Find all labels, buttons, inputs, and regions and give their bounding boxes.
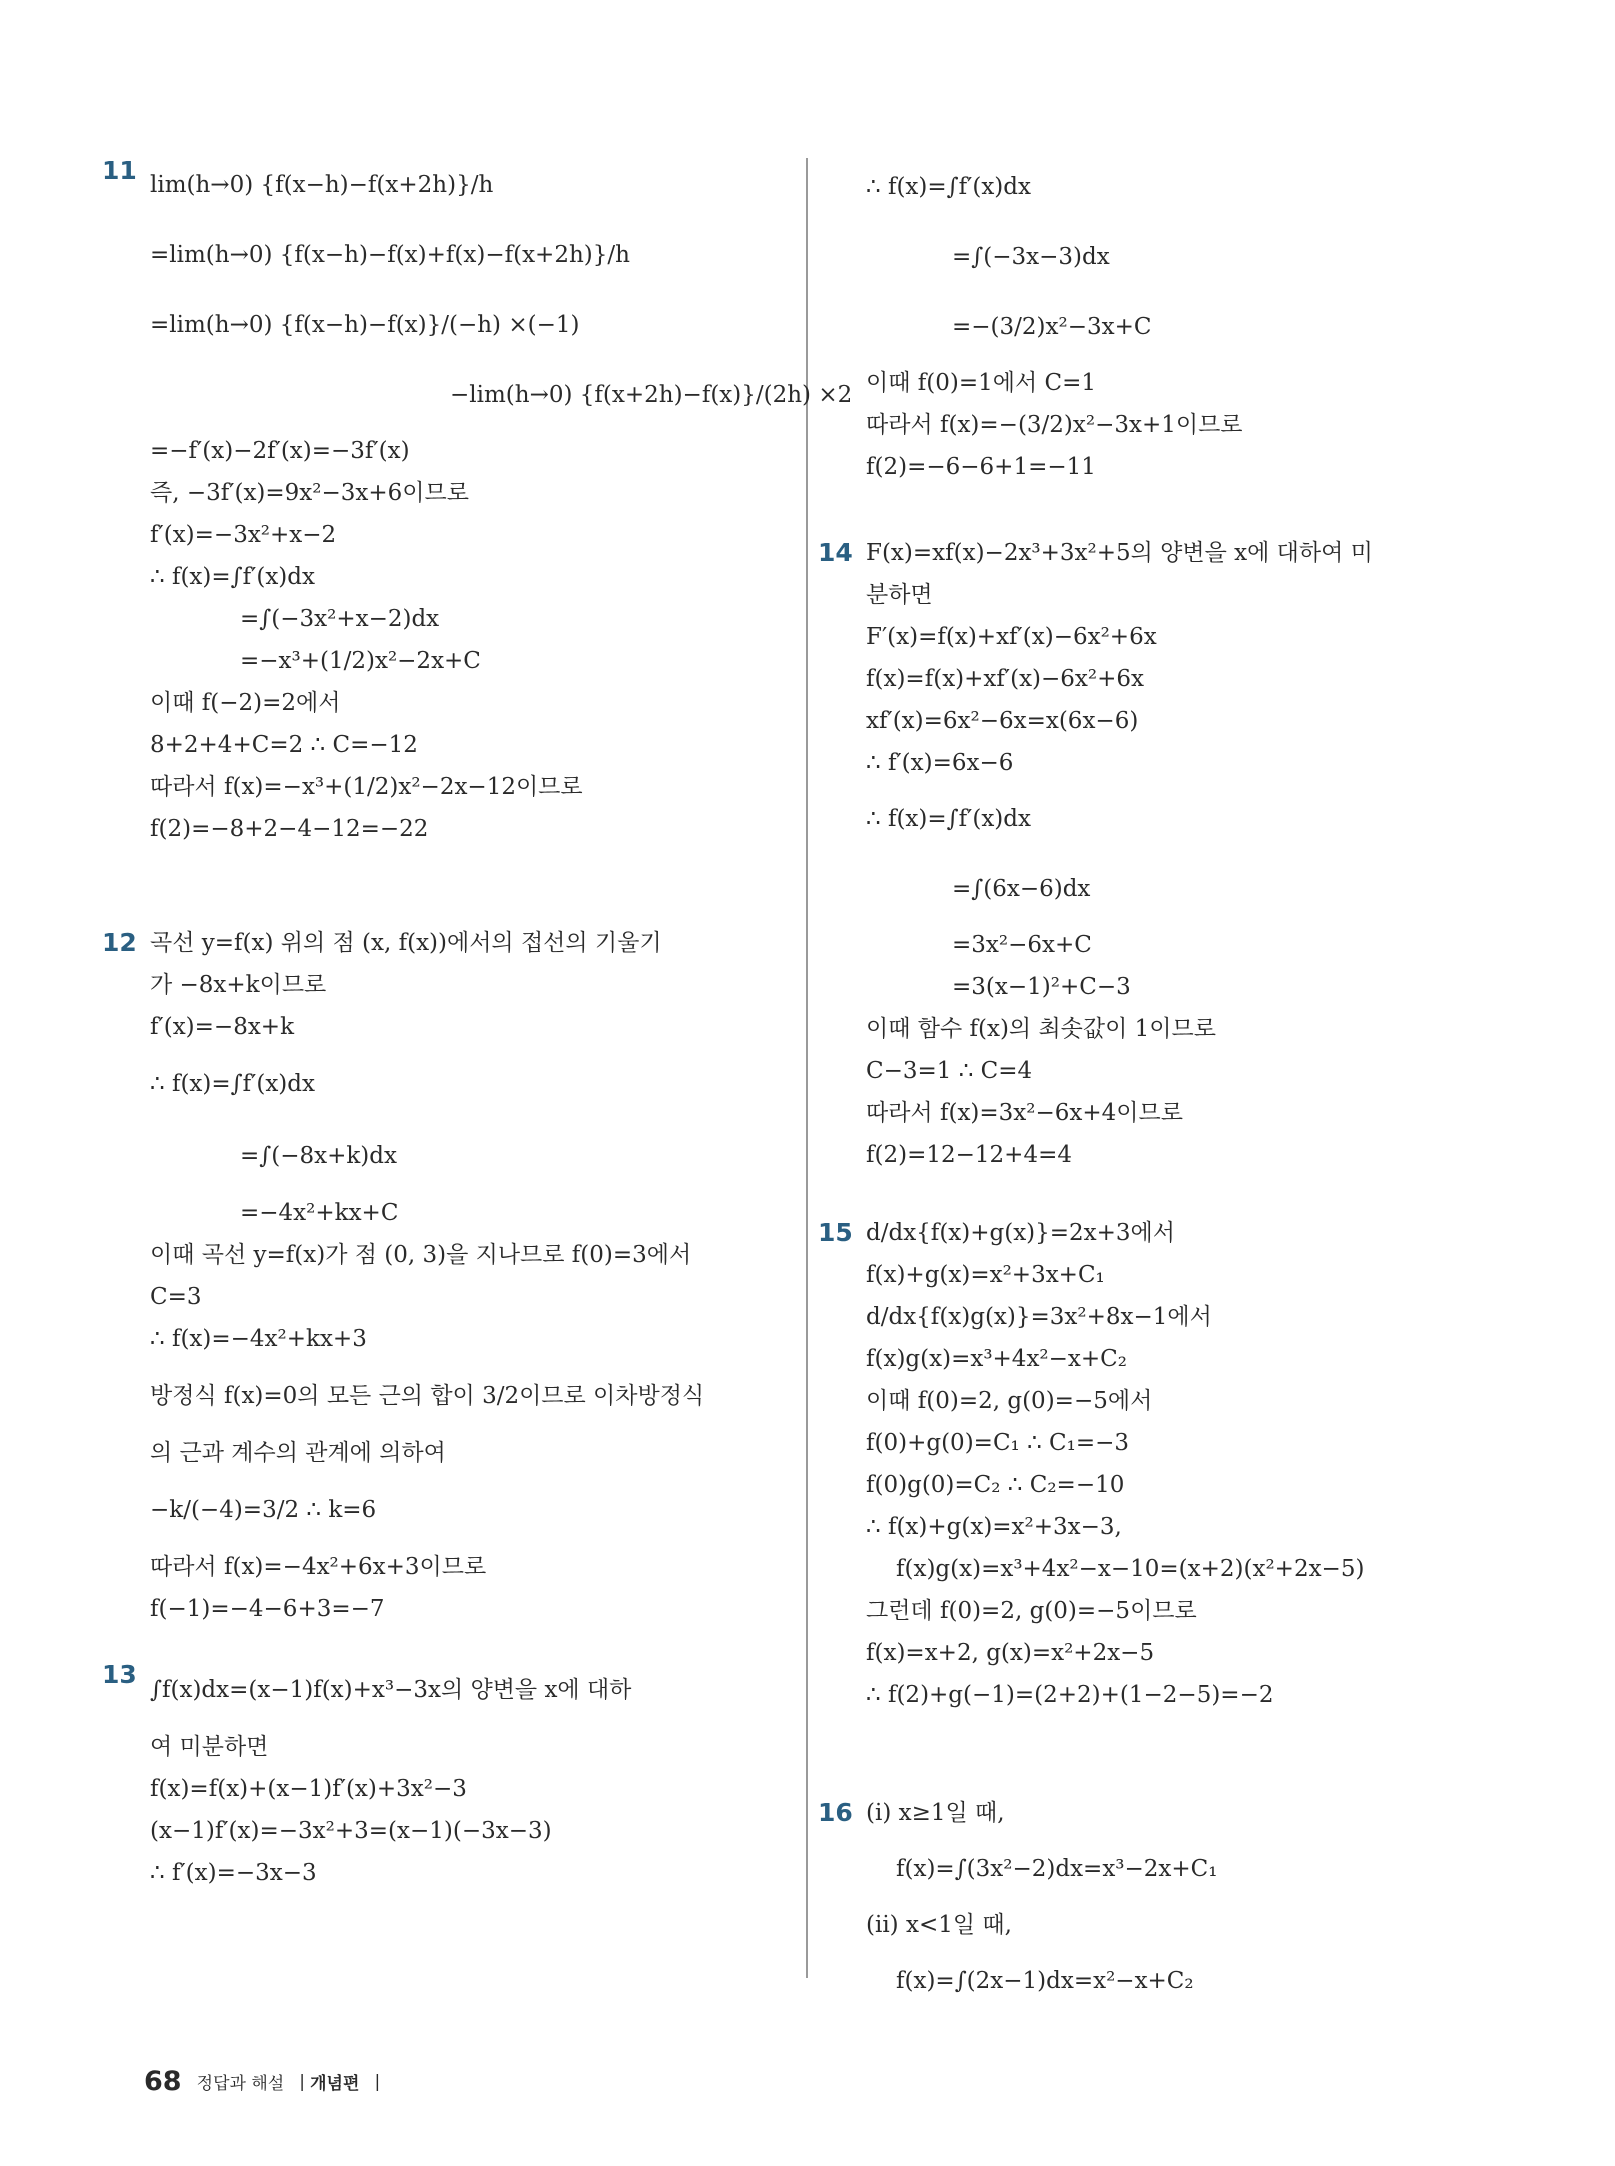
solution-line: ∴ f(x)=∫f′(x)dx <box>150 1071 315 1097</box>
solution-line: =−4x²+kx+C <box>240 1200 399 1226</box>
page-number: 68 <box>144 2066 182 2097</box>
column-divider <box>806 158 808 1978</box>
solution-line: (ii) x<1일 때, <box>866 1912 1012 1938</box>
book-title: 정답과 해설 <box>196 2074 285 2094</box>
solution-line: xf′(x)=6x²−6x=x(6x−6) <box>866 708 1139 734</box>
problem-number: 13 <box>102 1660 137 1689</box>
solution-line: =−x³+(1/2)x²−2x+C <box>240 648 481 674</box>
solution-line: =3(x−1)²+C−3 <box>952 974 1131 1000</box>
solution-line: 여 미분하면 <box>150 1734 269 1760</box>
solution-line: ∴ f(x)+g(x)=x²+3x−3, <box>866 1514 1122 1540</box>
solution-line: f(2)=−6−6+1=−11 <box>866 454 1096 480</box>
solution-line: −lim(h→0) {f(x+2h)−f(x)}/(2h) ×2 <box>450 382 853 408</box>
solution-line: ∴ f(x)=∫f′(x)dx <box>150 564 315 590</box>
solution-line: =−(3/2)x²−3x+C <box>952 314 1152 340</box>
solution-line: F′(x)=f(x)+xf′(x)−6x²+6x <box>866 624 1157 650</box>
solution-line: 8+2+4+C=2 ∴ C=−12 <box>150 732 418 758</box>
solution-line: ∴ f(2)+g(−1)=(2+2)+(1−2−5)=−2 <box>866 1682 1274 1708</box>
solution-line: f(x)g(x)=x³+4x²−x+C₂ <box>866 1346 1127 1372</box>
solution-line: f(x)=f(x)+xf′(x)−6x²+6x <box>866 666 1144 692</box>
solution-line: =lim(h→0) {f(x−h)−f(x)+f(x)−f(x+2h)}/h <box>150 242 630 268</box>
solution-line: f(2)=12−12+4=4 <box>866 1142 1072 1168</box>
solution-line: 분하면 <box>866 582 933 608</box>
solution-line: =3x²−6x+C <box>952 932 1092 958</box>
solution-line: =lim(h→0) {f(x−h)−f(x)}/(−h) ×(−1) <box>150 312 580 338</box>
solution-line: ∴ f(x)=∫f′(x)dx <box>866 806 1031 832</box>
problem-14 <box>818 532 1486 1212</box>
solution-line: lim(h→0) {f(x−h)−f(x+2h)}/h <box>150 172 494 198</box>
footer-separator: | <box>374 2071 381 2092</box>
problem-number: 15 <box>818 1218 853 1247</box>
problem-16 <box>818 1792 1486 2016</box>
solution-line: 따라서 f(x)=−(3/2)x²−3x+1이므로 <box>866 412 1243 438</box>
solution-line: f(0)g(0)=C₂ ∴ C₂=−10 <box>866 1472 1125 1498</box>
solution-line: f(x)=x+2, g(x)=x²+2x−5 <box>866 1640 1155 1666</box>
solution-line: f(x)=∫(3x²−2)dx=x³−2x+C₁ <box>896 1856 1218 1882</box>
solution-line: f(x)+g(x)=x²+3x+C₁ <box>866 1262 1105 1288</box>
problem-number: 12 <box>102 928 137 957</box>
solution-line: f(x)=∫(2x−1)dx=x²−x+C₂ <box>896 1968 1194 1994</box>
solution-line: 즉, −3f′(x)=9x²−3x+6이므로 <box>150 480 469 506</box>
solution-line: 따라서 f(x)=−x³+(1/2)x²−2x−12이므로 <box>150 774 583 800</box>
solution-line: ∫f(x)dx=(x−1)f(x)+x³−3x의 양변을 x에 대하 <box>150 1677 632 1703</box>
solution-line: d/dx{f(x)+g(x)}=2x+3에서 <box>866 1220 1175 1246</box>
solution-line: ∴ f(x)=−4x²+kx+3 <box>150 1326 367 1352</box>
right-column <box>818 152 1486 2016</box>
solution-line: 방정식 f(x)=0의 모든 근의 합이 3/2이므로 이차방정식 <box>150 1383 705 1409</box>
footer-separator: | <box>299 2071 306 2092</box>
solution-line: 이때 함수 f(x)의 최솟값이 1이므로 <box>866 1016 1216 1042</box>
solution-line: 이때 f(−2)=2에서 <box>150 690 341 716</box>
solution-line: f(2)=−8+2−4−12=−22 <box>150 816 429 842</box>
problem-number: 11 <box>102 156 137 185</box>
solution-line: ∴ f′(x)=6x−6 <box>866 750 1014 776</box>
solution-line: 의 근과 계수의 관계에 의하여 <box>150 1440 446 1466</box>
solution-line: f(−1)=−4−6+3=−7 <box>150 1596 385 1622</box>
solution-line: 곡선 y=f(x) 위의 점 (x, f(x))에서의 접선의 기울기 <box>150 930 662 956</box>
solution-line: −k/(−4)=3/2 ∴ k=6 <box>150 1497 377 1523</box>
problem-13-continued <box>866 152 1486 532</box>
solution-line: C=3 <box>150 1284 202 1310</box>
solution-line: f′(x)=−3x²+x−2 <box>150 522 337 548</box>
solution-line: 이때 곡선 y=f(x)가 점 (0, 3)을 지나므로 f(0)=3에서 <box>150 1242 692 1268</box>
problem-15 <box>818 1212 1486 1792</box>
solution-line: 따라서 f(x)=−4x²+6x+3이므로 <box>150 1554 487 1580</box>
solution-line: d/dx{f(x)g(x)}=3x²+8x−1에서 <box>866 1304 1212 1330</box>
solution-line: f(x)g(x)=x³+4x²−x−10=(x+2)(x²+2x−5) <box>896 1556 1365 1582</box>
solution-line: C−3=1 ∴ C=4 <box>866 1058 1033 1084</box>
solution-line: =∫(−8x+k)dx <box>240 1143 397 1169</box>
solution-line: 그런데 f(0)=2, g(0)=−5이므로 <box>866 1598 1197 1624</box>
solution-line: f′(x)=−8x+k <box>150 1014 295 1040</box>
solution-line: 가 −8x+k이므로 <box>150 972 327 998</box>
solution-line: =∫(−3x−3)dx <box>952 244 1110 270</box>
solution-line: (i) x≥1일 때, <box>866 1800 1005 1826</box>
solution-line: F(x)=xf(x)−2x³+3x²+5의 양변을 x에 대하여 미 <box>866 540 1373 566</box>
solution-line: =∫(6x−6)dx <box>952 876 1091 902</box>
solution-line: 이때 f(0)=2, g(0)=−5에서 <box>866 1388 1153 1414</box>
solution-line: f(x)=f(x)+(x−1)f′(x)+3x²−3 <box>150 1776 467 1802</box>
solution-line: 따라서 f(x)=3x²−6x+4이므로 <box>866 1100 1183 1126</box>
solution-line: ∴ f′(x)=−3x−3 <box>150 1860 317 1886</box>
problem-number: 14 <box>818 538 853 567</box>
solution-line: 이때 f(0)=1에서 C=1 <box>866 370 1096 396</box>
solution-line: ∴ f(x)=∫f′(x)dx <box>866 174 1031 200</box>
problem-13 <box>102 1654 790 1894</box>
problem-12 <box>102 922 790 1654</box>
section-title: 개념편 <box>310 2074 360 2094</box>
solution-line: =∫(−3x²+x−2)dx <box>240 606 440 632</box>
problem-number: 16 <box>818 1798 853 1827</box>
solution-line: =−f′(x)−2f′(x)=−3f′(x) <box>150 438 410 464</box>
solution-line: f(0)+g(0)=C₁ ∴ C₁=−3 <box>866 1430 1130 1456</box>
page-footer <box>144 2066 380 2097</box>
solution-line: (x−1)f′(x)=−3x²+3=(x−1)(−3x−3) <box>150 1818 552 1844</box>
